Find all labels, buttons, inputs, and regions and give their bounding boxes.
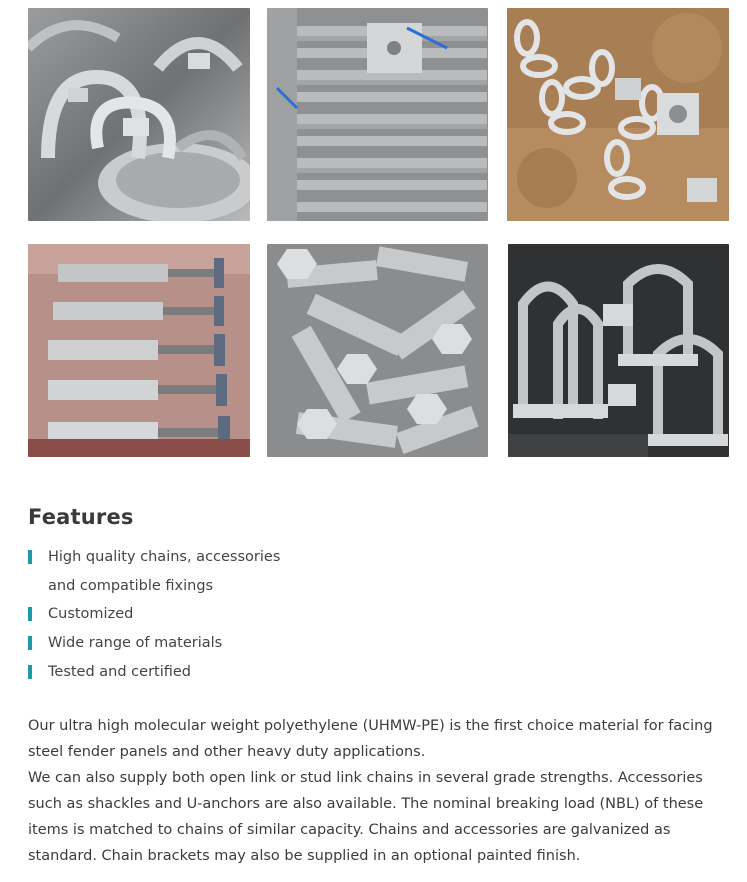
anchor-bolts-photo bbox=[267, 8, 488, 221]
list-item bbox=[28, 658, 428, 687]
feature-label: High quality chains, accessories and compatible fixings bbox=[48, 549, 281, 594]
fender-bolts-photo bbox=[28, 244, 250, 457]
feature-label: Wide range of materials bbox=[48, 635, 223, 652]
product-description bbox=[28, 713, 740, 869]
bullet-marker-icon bbox=[28, 550, 32, 564]
description-paragraph: We can also supply both open link or stud link chains in several grade strengths. Accessories such as shackles and U-anchors are also available. The nominal breaking load (NBL) of these items is matched to chains of similar capacity. Chains and accessories are galvanized as standard. Chain brackets may also be supplied in an optional painted finish. bbox=[28, 770, 704, 864]
list-item bbox=[28, 600, 428, 629]
bullet-marker-icon bbox=[28, 636, 32, 650]
list-item bbox=[28, 543, 428, 600]
features-list bbox=[28, 543, 428, 687]
feature-label: Customized bbox=[48, 606, 134, 623]
list-item bbox=[28, 629, 428, 658]
chain-photo bbox=[507, 8, 729, 221]
bullet-marker-icon bbox=[28, 607, 32, 621]
bullet-marker-icon bbox=[28, 665, 32, 679]
shackles-photo bbox=[28, 8, 250, 221]
hex-bolts-photo bbox=[267, 244, 488, 457]
features-heading: Features bbox=[28, 505, 134, 529]
description-paragraph: Our ultra high molecular weight polyethylene (UHMW-PE) is the first choice material for facing steel fender panels and other heavy duty applications. bbox=[28, 718, 713, 760]
u-anchors-photo bbox=[508, 244, 729, 457]
feature-label: Tested and certified bbox=[48, 663, 192, 680]
